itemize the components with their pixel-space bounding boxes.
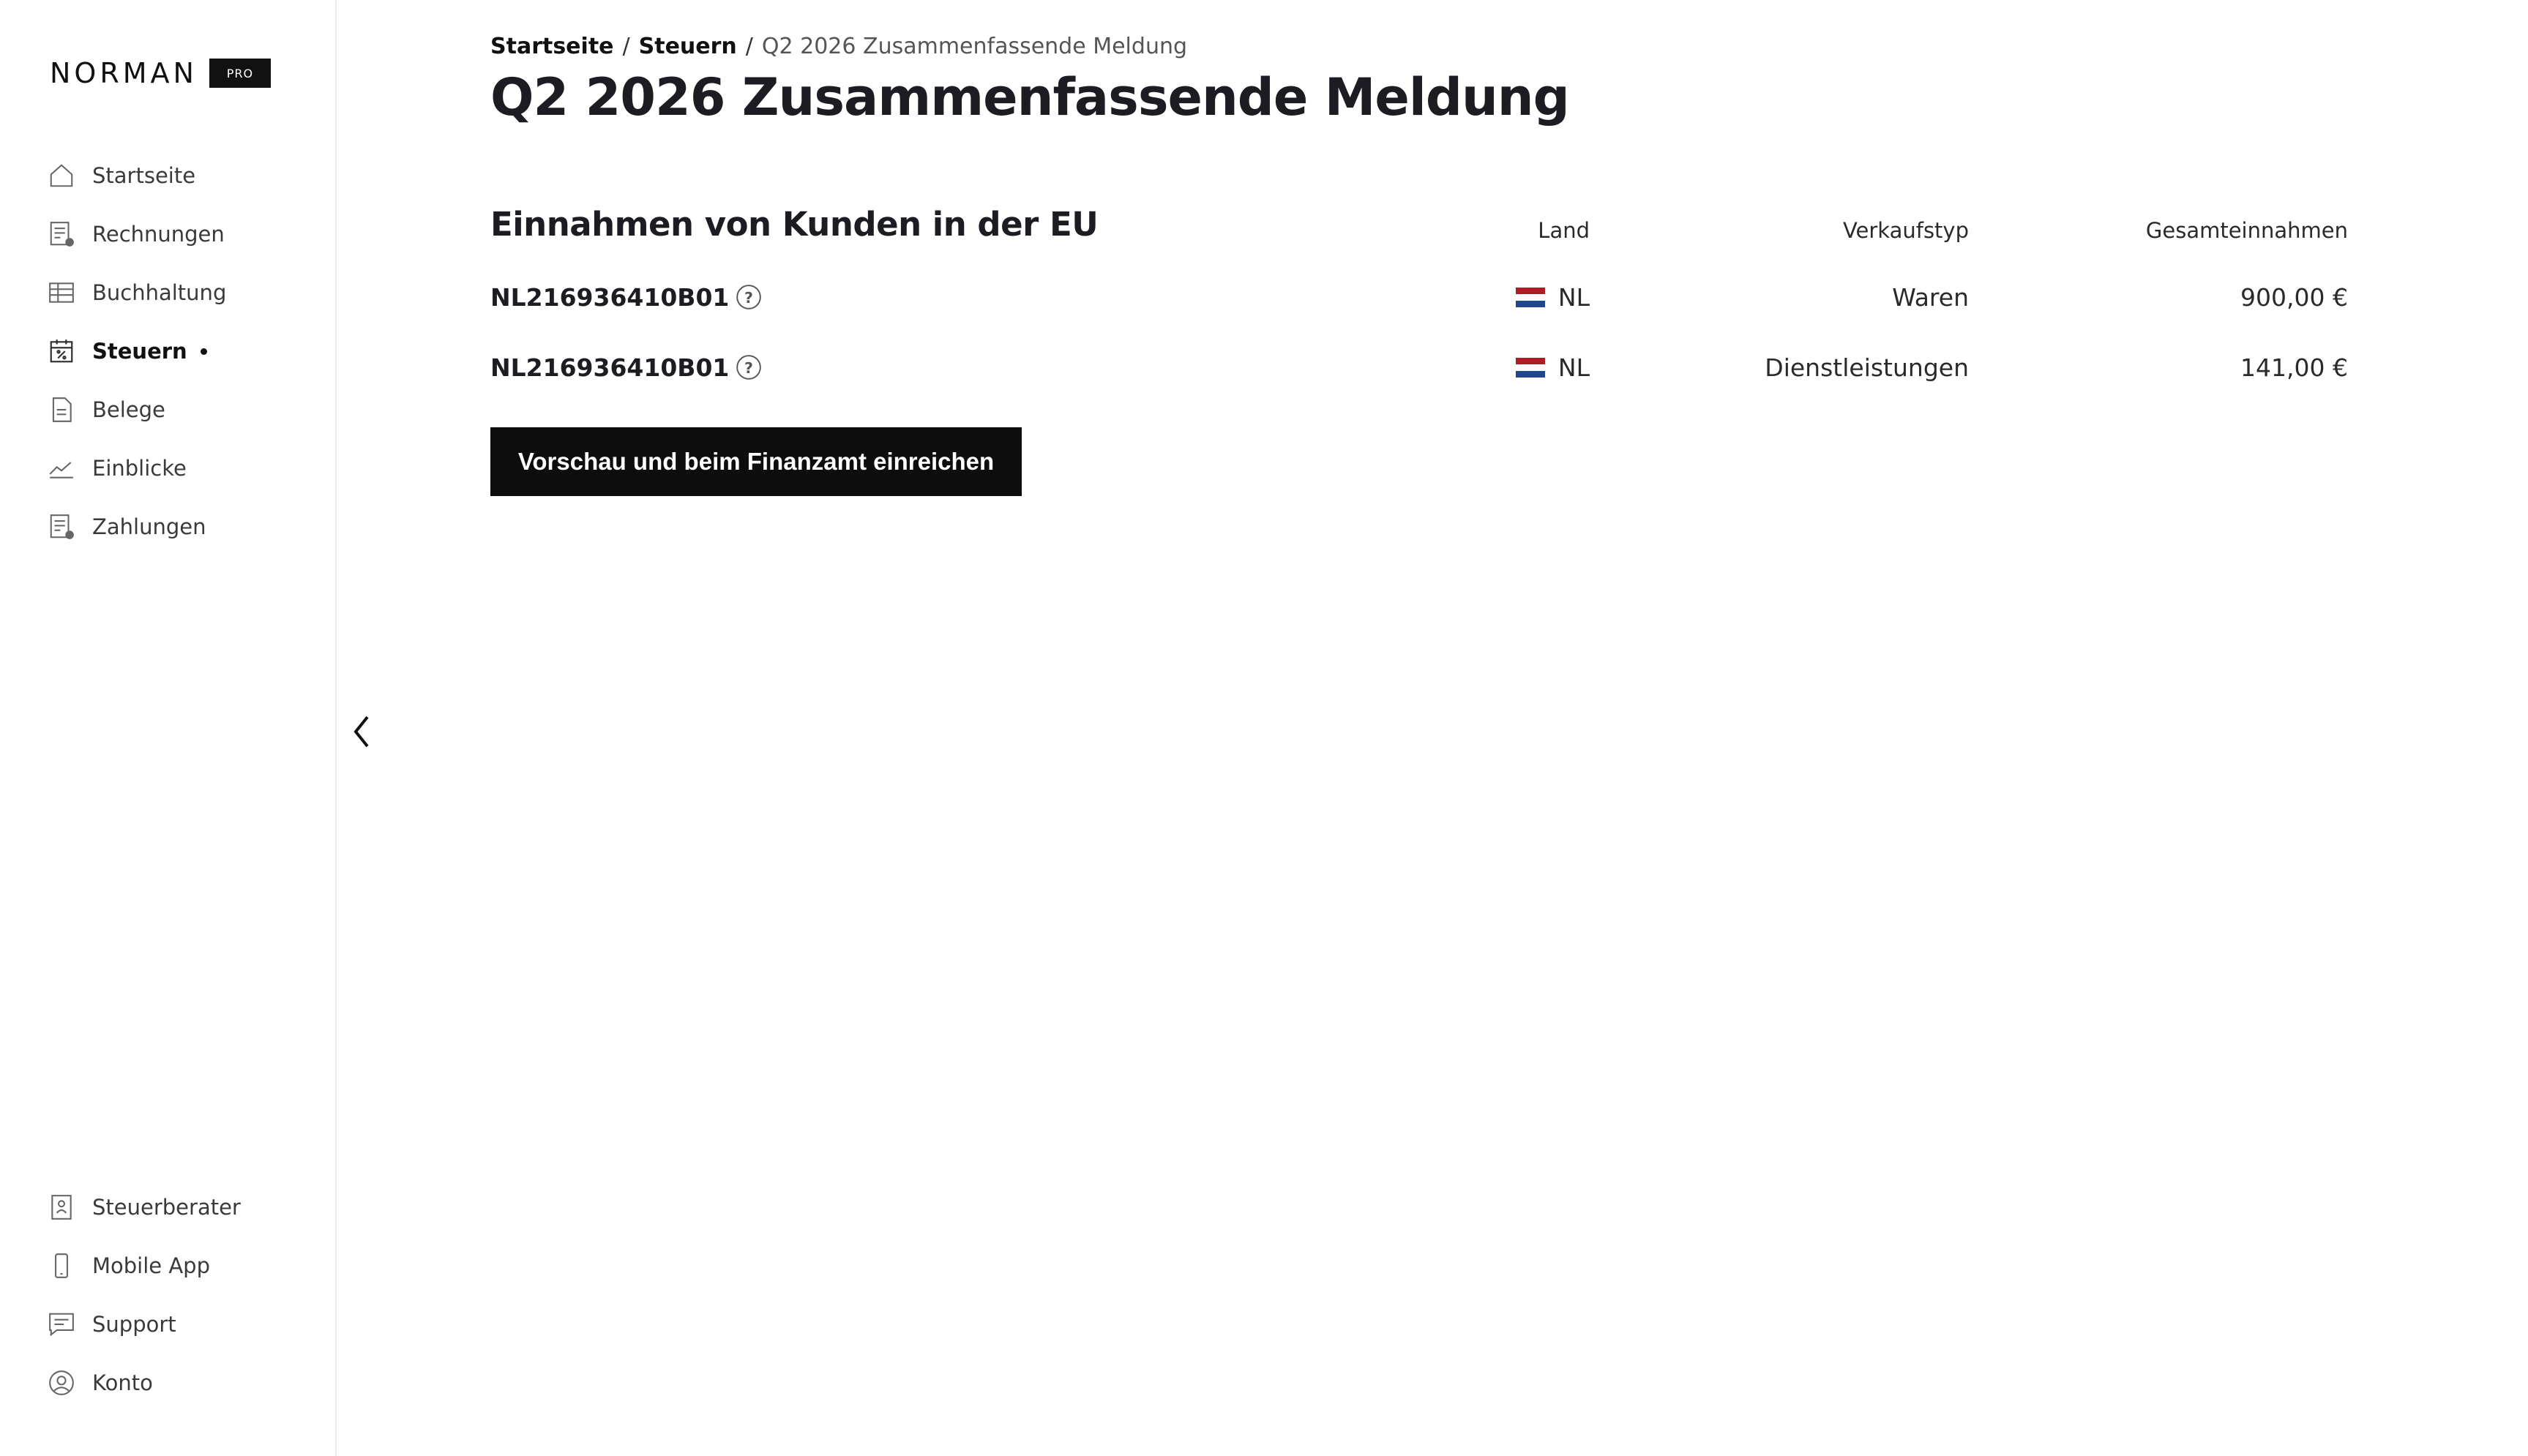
advisor-icon [47, 1193, 76, 1222]
column-header-land: Land [1538, 218, 1590, 243]
submit-to-finanzamt-button[interactable]: Vorschau und beim Finanzamt einreichen [490, 427, 1022, 496]
sales-type-cell: Waren [1892, 282, 1969, 312]
sidebar-item-label: Mobile App [92, 1253, 211, 1278]
chart-icon [47, 454, 76, 483]
sidebar-item-rechnungen[interactable] [47, 205, 325, 263]
sidebar-item-zahlungen[interactable] [47, 498, 325, 556]
vat-id-text: NL216936410B01 [490, 282, 730, 312]
help-icon[interactable] [735, 353, 763, 381]
chevron-left-icon [351, 713, 372, 750]
sales-type-cell: Dienstleistungen [1765, 353, 1969, 382]
sidebar-item-label: Support [92, 1312, 176, 1337]
svg-text:?: ? [744, 288, 754, 307]
sidebar-item-steuerberater[interactable] [47, 1178, 325, 1237]
payments-icon [47, 512, 76, 541]
svg-text:?: ? [744, 359, 754, 377]
tax-calendar-icon [47, 337, 76, 366]
breadcrumb-steuern-link[interactable]: Steuern [638, 34, 737, 59]
column-header-verkaufstyp: Verkaufstyp [1842, 218, 1969, 243]
user-icon [47, 1368, 76, 1397]
section-title: Einnahmen von Kunden in der EU [490, 205, 1099, 244]
sidebar-nav [47, 146, 325, 556]
total-cell: 141,00 € [2240, 353, 2348, 382]
phone-icon [47, 1251, 76, 1280]
breadcrumb-separator: / [745, 34, 753, 59]
breadcrumb [490, 34, 1187, 59]
breadcrumb-separator: / [622, 34, 630, 59]
sidebar-item-label: Startseite [92, 163, 196, 188]
help-icon[interactable] [735, 283, 763, 311]
sidebar-item-label: Konto [92, 1370, 153, 1395]
sidebar-item-label: Einblicke [92, 456, 187, 481]
home-icon [47, 161, 76, 190]
sidebar-item-steuern[interactable] [47, 322, 325, 380]
collapse-sidebar-button[interactable] [347, 710, 376, 754]
sidebar-item-belege[interactable] [47, 380, 325, 439]
sidebar-item-label: Rechnungen [92, 222, 225, 247]
sidebar-item-label: Steuern [92, 339, 187, 364]
ledger-icon [47, 278, 76, 307]
sidebar-item-label: Steuerberater [92, 1195, 241, 1220]
vat-id [490, 275, 763, 319]
country-cell [1516, 275, 1590, 319]
sidebar-item-label: Belege [92, 397, 165, 422]
sidebar-item-label: Buchhaltung [92, 280, 227, 305]
sidebar-item-support[interactable] [47, 1295, 325, 1354]
flag-nl-icon [1516, 288, 1545, 307]
column-header-gesamteinnahmen: Gesamteinnahmen [2145, 218, 2348, 243]
total-cell: 900,00 € [2240, 282, 2348, 312]
sidebar-item-label: Zahlungen [92, 514, 206, 539]
sidebar-item-startseite[interactable] [47, 146, 325, 205]
country-cell [1516, 345, 1590, 389]
vat-id [490, 345, 763, 389]
sidebar-item-einblicke[interactable] [47, 439, 325, 498]
sidebar [0, 0, 337, 1456]
logo-text: NORMAN [50, 57, 198, 89]
table-row [490, 275, 2467, 319]
vat-id-text: NL216936410B01 [490, 353, 730, 382]
breadcrumb-current: Q2 2026 Zusammenfassende Meldung [761, 34, 1188, 59]
country-code: NL [1557, 282, 1590, 312]
active-indicator [201, 348, 207, 355]
breadcrumb-home-link[interactable]: Startseite [490, 34, 614, 59]
chat-icon [47, 1310, 76, 1339]
sidebar-bottom-nav [47, 1178, 325, 1412]
country-code: NL [1557, 353, 1590, 382]
sidebar-item-mobile-app[interactable] [47, 1237, 325, 1295]
table-row [490, 345, 2467, 389]
pro-badge: PRO [209, 59, 271, 88]
document-icon [47, 395, 76, 424]
page-title: Q2 2026 Zusammenfassende Meldung [490, 67, 1569, 127]
sidebar-item-konto[interactable] [47, 1354, 325, 1412]
flag-nl-icon [1516, 358, 1545, 378]
sidebar-item-buchhaltung[interactable] [47, 263, 325, 322]
norman-logo[interactable] [50, 59, 271, 88]
invoice-icon [47, 219, 76, 249]
